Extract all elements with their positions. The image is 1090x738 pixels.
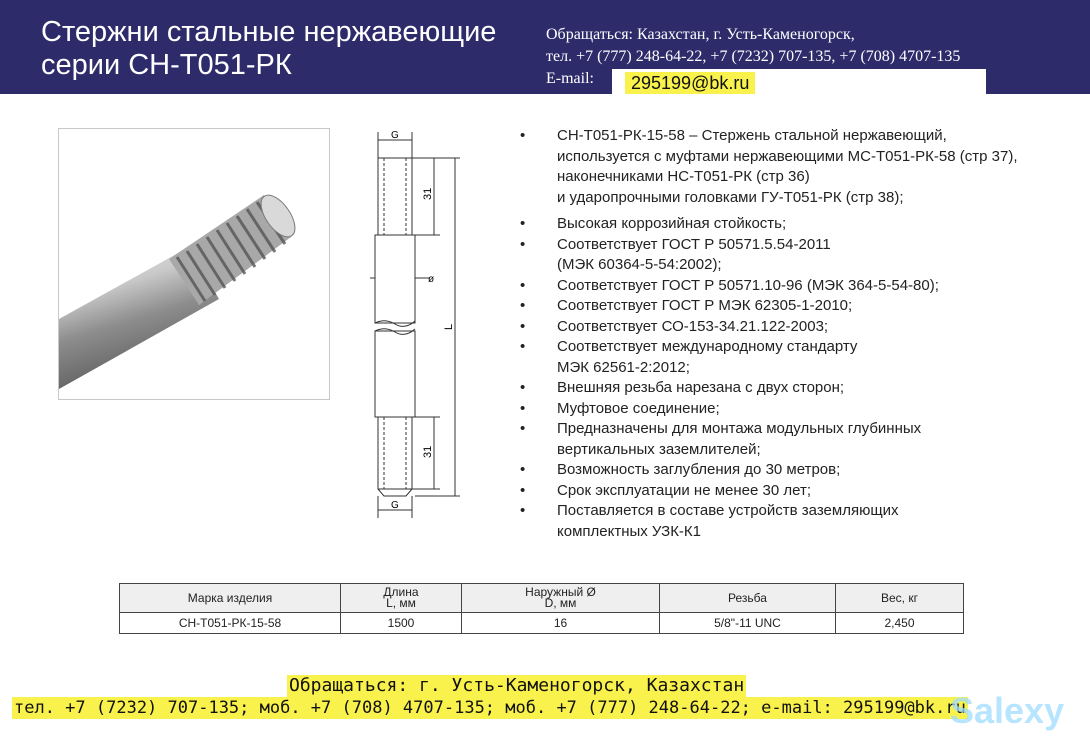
feature-text: (МЭК 60364-5-54:2002); (557, 256, 722, 273)
feature-text: Предназначены для монтажа модульных глубинных (557, 420, 922, 437)
contact-city: Обращаться: Казахстан, г. Усть-Каменогорск, (546, 26, 855, 43)
feature-item (520, 481, 1080, 502)
bullet: • (520, 338, 526, 355)
dim-g-top: G (391, 130, 399, 141)
bullet: • (520, 379, 526, 396)
dim-thread-bottom: 31 (422, 445, 434, 458)
dim-thread-top: 31 (422, 187, 434, 200)
feature-text: Срок эксплуатации не менее 30 лет; (557, 481, 811, 499)
cell-weight: 2,450 (836, 613, 964, 634)
bullet: • (520, 127, 526, 144)
bullet: • (520, 461, 526, 478)
product-description (520, 126, 1080, 542)
page-title (41, 16, 496, 82)
feature-item (520, 460, 1080, 481)
feature-text: Соответствует ГОСТ Р 50571.10-96 (МЭК 364-5-54-80); (557, 276, 939, 294)
bullet: • (520, 420, 526, 437)
feature-item (520, 214, 1080, 235)
feature-item (520, 317, 1080, 338)
intro-line: СН-Т051-РК-15-58 – Стержень стальной нержавеющий, (557, 127, 947, 144)
cell-model: СН-Т051-РК-15-58 (120, 613, 341, 634)
table-row (120, 613, 964, 634)
cell-length: 1500 (341, 613, 462, 634)
email-label: E-mail: (546, 70, 594, 87)
bullet: • (520, 215, 526, 232)
feature-text: Поставляется в составе устройств заземляющих (557, 502, 899, 519)
bullet: • (520, 235, 526, 253)
description-intro (520, 126, 1080, 208)
feature-text: Высокая коррозийная стойкость; (557, 215, 787, 232)
feature-text: Соответствует ГОСТ Р 50571.5.54-2011 (557, 235, 831, 253)
feature-text: Внешняя резьба нарезана с двух сторон; (557, 379, 845, 396)
bullet: • (520, 297, 526, 314)
intro-line: наконечниками НС-Т051-РК (стр 36) (557, 168, 810, 185)
header-email[interactable]: 295199@bk.ru (625, 72, 755, 94)
footer-contacts: тел. +7 (7232) 707-135; моб. +7 (708) 4707-135; моб. +7 (777) 248-64-22; e-mail: 295199@bk.ru (14, 698, 966, 718)
feature-text: комплектных УЗК-К1 (557, 522, 702, 540)
feature-item (520, 276, 1080, 297)
intro-line: и ударопрочными головками ГУ-Т051-РК (стр 38); (557, 188, 904, 206)
technical-drawing (360, 128, 480, 523)
feature-text: Муфтовое соединение; (557, 399, 720, 417)
feature-text: МЭК 62561-2:2012; (557, 358, 690, 376)
watermark-logo: Salexy (950, 690, 1065, 731)
cell-thread: 5/8"-11 UNC (660, 613, 836, 634)
spec-table (119, 583, 964, 634)
header-cell: Наружный Ø D, мм (462, 584, 660, 613)
feature-item (520, 501, 1080, 542)
bullet: • (520, 481, 526, 499)
feature-item (520, 419, 1080, 460)
title-line-2: серии СН-Т051-РК (41, 49, 292, 81)
table-header-row (120, 584, 964, 613)
bullet: • (520, 276, 526, 294)
feature-item (520, 296, 1080, 317)
feature-text: Соответствует ГОСТ Р МЭК 62305-1-2010; (557, 297, 853, 314)
dim-length: L (443, 323, 455, 330)
title-line-1: Стержни стальные нержавеющие (41, 16, 497, 48)
feature-text: Возможность заглубления до 30 метров; (557, 461, 841, 478)
feature-item (520, 337, 1080, 378)
feature-item (520, 235, 1080, 276)
product-photo (58, 128, 330, 400)
dim-g-bottom: G (391, 500, 399, 511)
header-cell: Вес, кг (836, 584, 964, 613)
bullet: • (520, 399, 526, 417)
header-cell: Марка изделия (120, 584, 341, 613)
contact-phones: тел. +7 (777) 248-64-22, +7 (7232) 707-135, +7 (708) 4707-135 (546, 48, 961, 65)
dim-diameter: ø (428, 274, 435, 285)
feature-item (520, 378, 1080, 399)
header-banner (0, 0, 1090, 94)
cell-diameter: 16 (462, 613, 660, 634)
bullet: • (520, 502, 526, 519)
feature-text: вертикальных заземлителей; (557, 440, 761, 458)
intro-line: используется с муфтами нержавеющими МС-Т051-РК-58 (стр 37), (557, 147, 1018, 165)
feature-text: Соответствует международному стандарту (557, 338, 858, 355)
footer-address: Обращаться: г. Усть-Каменогорск, Казахстан (289, 675, 745, 696)
header-cell: Резьба (660, 584, 836, 613)
bullet: • (520, 317, 526, 335)
feature-text: Соответствует СО-153-34.21.122-2003; (557, 317, 829, 335)
feature-item (520, 399, 1080, 420)
header-cell: Длина L, мм (341, 584, 462, 613)
